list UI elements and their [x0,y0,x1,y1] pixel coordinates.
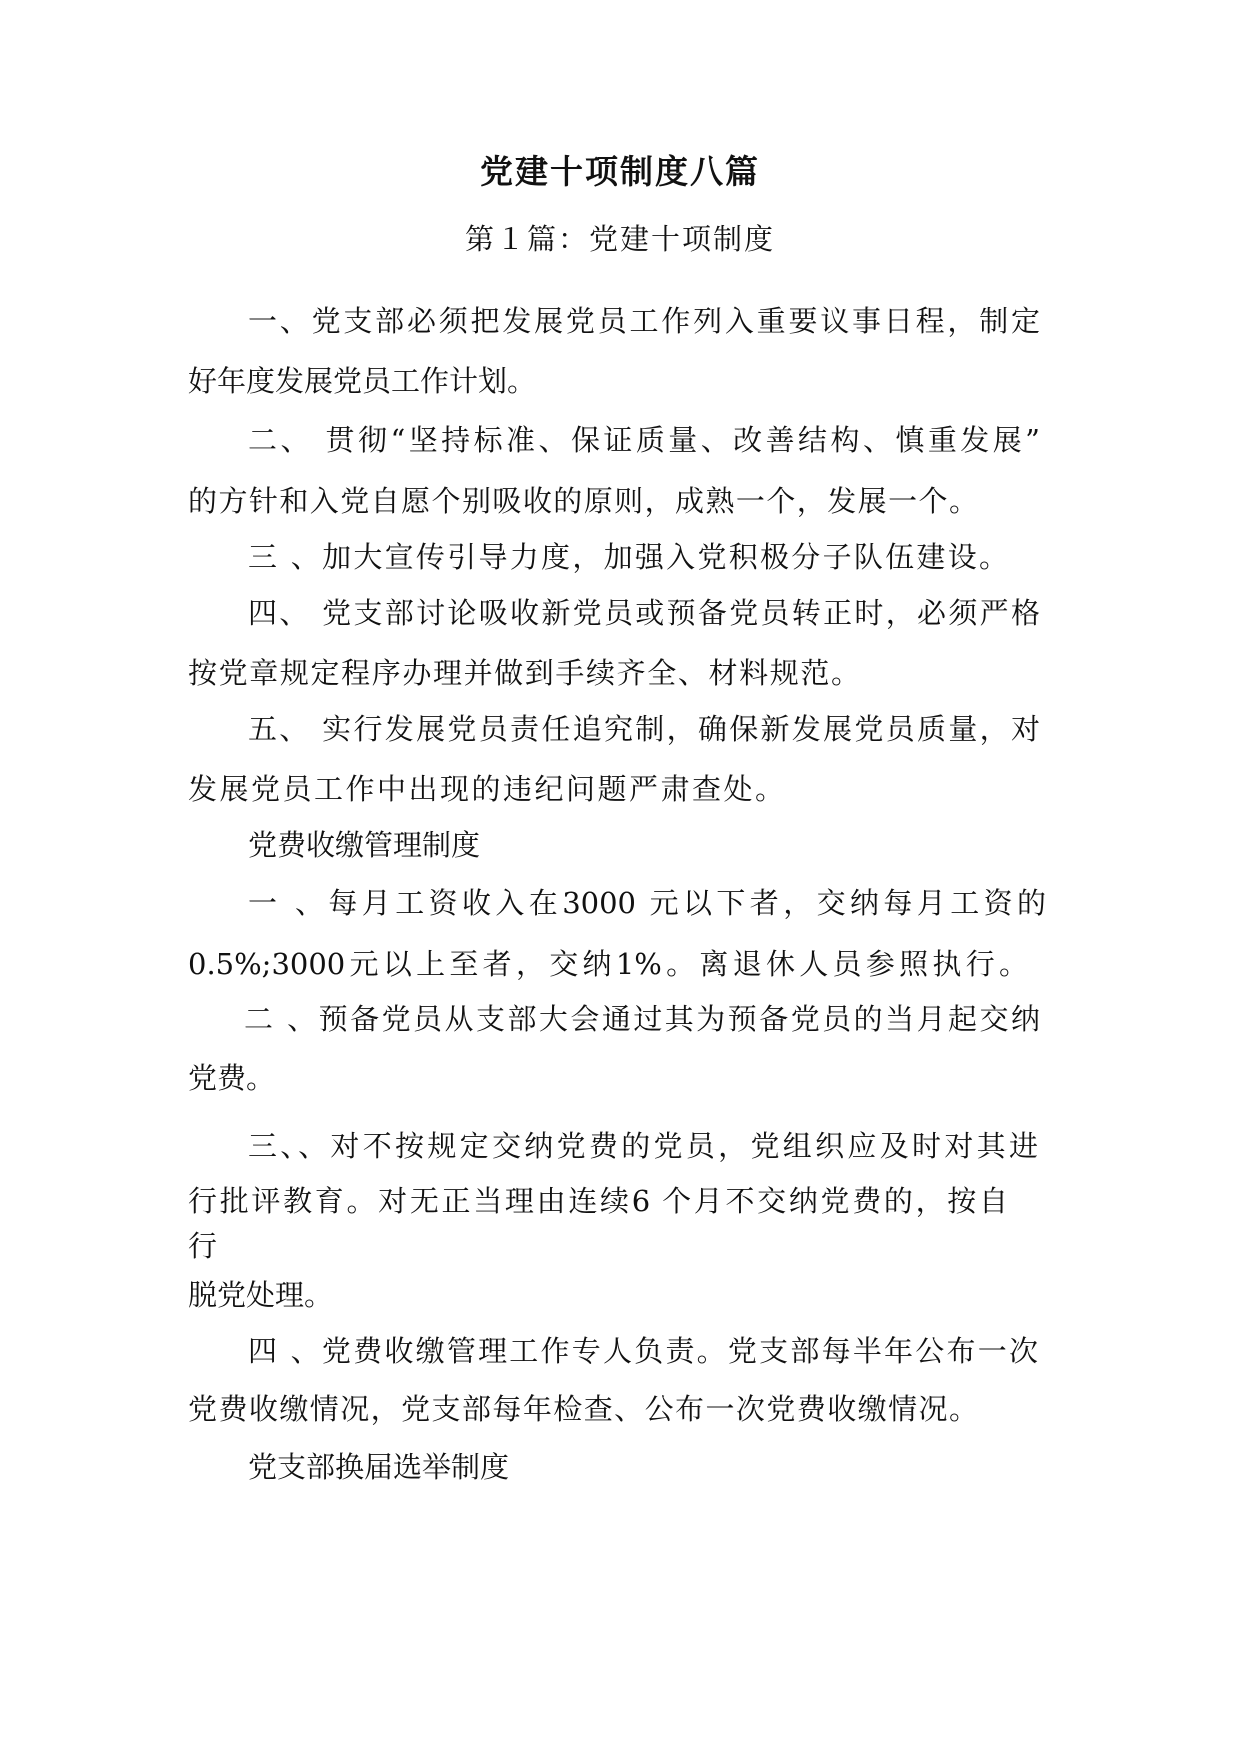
paragraph-line: 五、 实行发展党员责任追究制，确保新发展党员质量，对 [248,712,1040,746]
document-subtitle: 第１篇：党建十项制度 [464,222,775,256]
paragraph-line: 行批评教育。对无正当理由连续6 个月不交纳党费的，按自 [188,1184,1008,1218]
paragraph-line: 0.5%;3000元以上至者，交纳1%。离退休人员参照执行。 [188,947,1028,981]
paragraph-line: 行 [188,1229,218,1263]
paragraph-line: 党费收缴情况，党支部每年检查、公布一次党费收缴情况。 [188,1392,978,1426]
section-heading: 党支部换届选举制度 [248,1450,510,1484]
paragraph-line: 好年度发展党员工作计划。 [188,364,537,398]
paragraph-line: 二、 贯彻“坚持标准、保证质量、改善结构、慎重发展” [248,423,1040,457]
document-title: 党建十项制度八篇 [480,152,760,191]
paragraph-line: 党费。 [188,1061,276,1095]
paragraph-line: 三、、对不按规定交纳党费的党员，党组织应及时对其进 [248,1129,1038,1163]
paragraph-line: 一、党支部必须把发展党员工作列入重要议事日程，制定 [248,304,1040,338]
paragraph-line: 的方针和入党自愿个别吸收的原则，成熟一个，发展一个。 [188,484,978,518]
paragraph-line: 二 、预备党员从支部大会通过其为预备党员的当月起交纳 [244,1002,1040,1036]
paragraph-line: 发展党员工作中出现的违纪问题严肃查处。 [188,772,784,806]
paragraph-line: 四 、党费收缴管理工作专人负责。党支部每半年公布一次 [248,1334,1038,1368]
paragraph-line: 四、 党支部讨论吸收新党员或预备党员转正时，必须严格 [248,596,1040,630]
paragraph-line: 三 、加大宣传引导力度，加强入党积极分子队伍建设。 [248,540,1008,574]
paragraph-line: 脱党处理。 [188,1278,334,1312]
paragraph-line: 按党章规定程序办理并做到手续齐全、材料规范。 [188,656,860,690]
section-heading: 党费收缴管理制度 [248,828,481,862]
paragraph-line: 一 、每月工资收入在3000 元以下者，交纳每月工资的 [248,886,1046,920]
